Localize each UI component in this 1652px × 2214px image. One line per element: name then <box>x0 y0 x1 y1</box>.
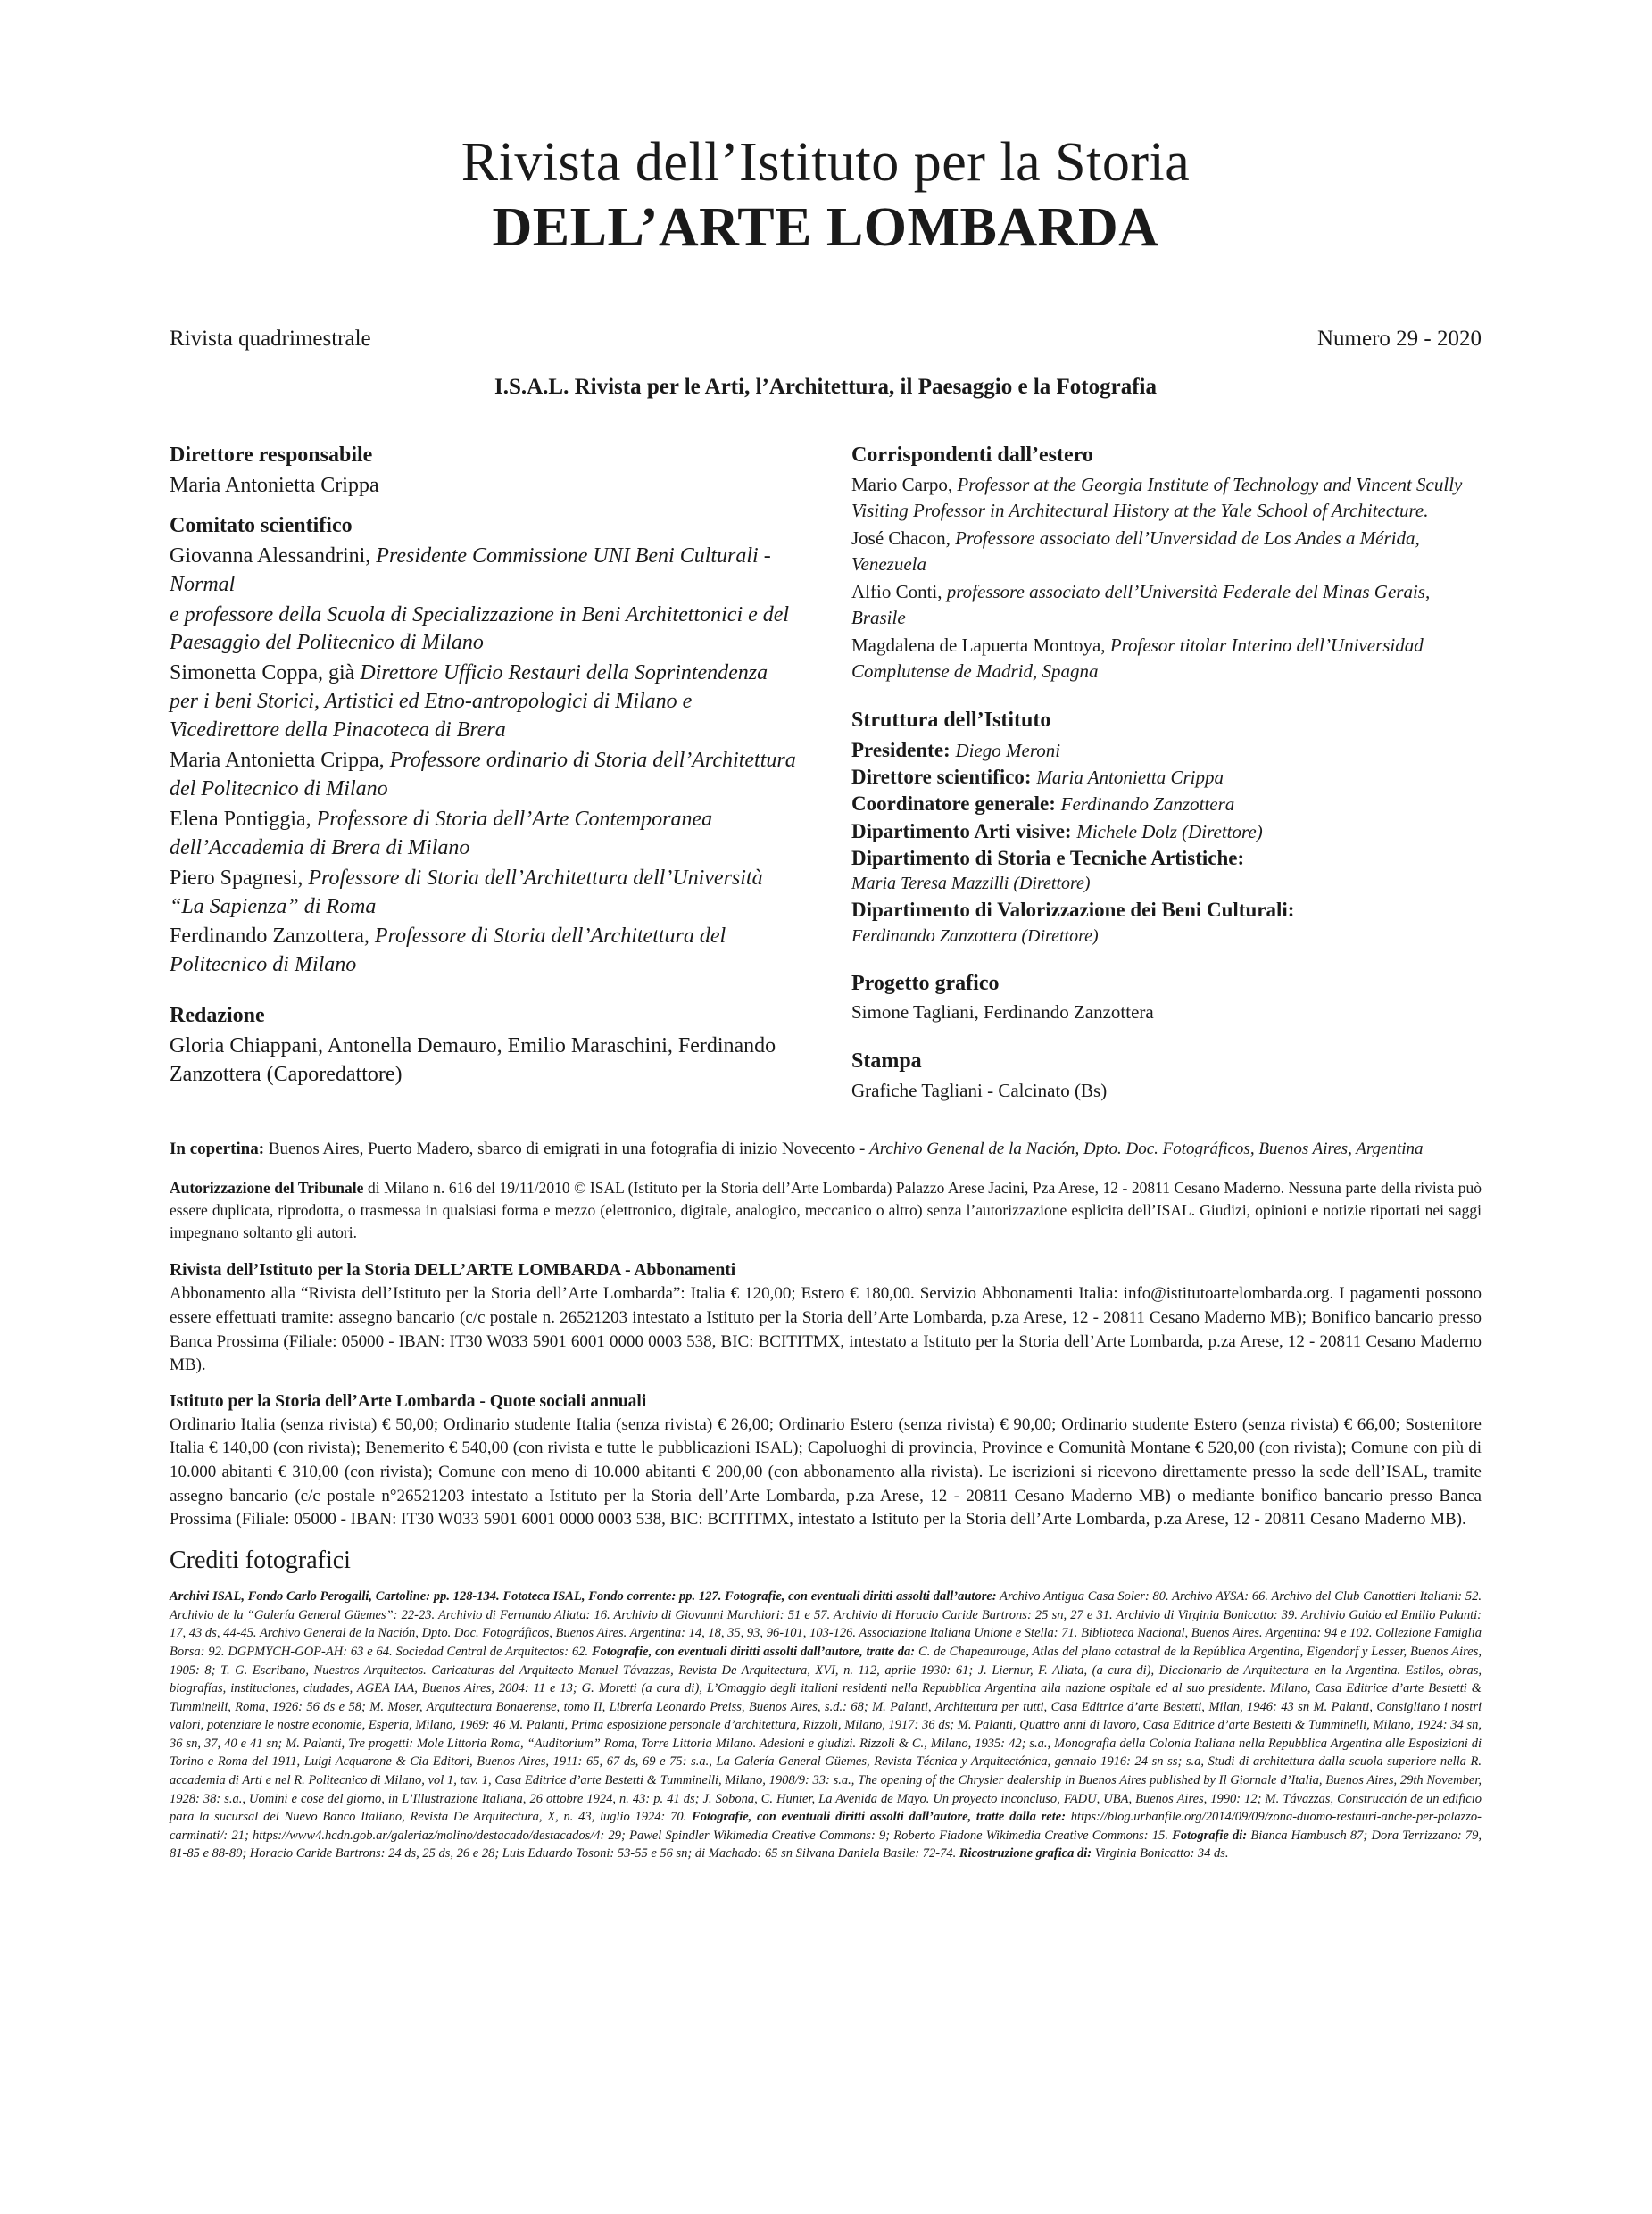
member-role: Presidente Commissione UNI Beni Culturali - Normal <box>170 543 771 596</box>
comitato-member-extra <box>170 601 800 659</box>
struttura-value: Ferdinando Zanzottera <box>1060 793 1235 816</box>
struttura-label: Dipartimento di Valorizzazione dei Beni Culturali: <box>851 899 1295 922</box>
struttura-row <box>851 845 1482 872</box>
heading-comitato-scientifico: Comitato scientifico <box>170 513 353 537</box>
masthead-title-line1: Rivista dell’Istituto per la Storia <box>461 132 1191 193</box>
masthead-title-line2: DELL’ARTE LOMBARDA <box>492 197 1159 259</box>
member-name: Giovanna Alessandrini, <box>170 543 377 568</box>
issue-number-label: Numero 29 - 2020 <box>1317 327 1482 352</box>
comitato-member <box>170 806 800 863</box>
struttura-label: Dipartimento Arti visive: <box>851 819 1072 842</box>
credits-segment-text-2: C. de Chapeaurouge, Atlas del plano catastral de la República Argentina, Eigendorf y Lesser, Buenos Aires, 1905: 8; T. G. Escribano, Nuestros Arquitectos. Caricaturas del Arquitecto Manuel Távazzas, Revista De Arquitectura, XVI, n. 112, aprile 1930: 61; J. Liernur, F. Aliata, (a cura di), Diccionario de Arquitectura en la Argentina. Estilos, obras, biografías, instituciones, ciudades, AGEA IAA, Buenos Aires, 2004: 11 e 13; G. Moretti (a cura di), L’Omaggio degli italiani residenti nella Repubblica Argentina alla nazione ospitale ed al suo presidente. Milano, Casa Editrice d’arte Bestetti & Tumminelli, Roma, 1926: 56 ds e 58; M. Moser, Arquitectura Bonaerense, tomo II, Librería Leonardo Preiss, Buenos Aires, s.d.: 68; M. Palanti, Architettura per tutti, Casa Editrice d’arte Bestetti, Milan, 1946: 43 sn M. Palanti, Consigliano i nostri valori, potenziare le nostre economie, Esperia, Milano, 1969: 46 M. Palanti, Prima esposizione personale d’architettura, Rizzoli, Milano, 1917: 36 ds; M. Palanti, Quattro anni di lavoro, Casa Editrice d’arte Bestetti & Tumminelli, Milano, 1924: 34 sn, 36 sn, 37, 40 e 41 sn; M. Palanti, Tre progetti: Mole Littoria Roma, “Auditorium” Roma, Torre Littoria Milano. Adesioni e giudizi. Rizzoli & C., Milano, 1935: 42; s.a., Monografia della Colonia Italiana nella Repubblica Argentina alle Esposizioni di Torino e Roma del 1911, Luigi Acquarone & Cia Editori, Buenos Aires, 1911: 65, 67 ds, 69 e 75: s.a., La Galería General Güemes, Revista Técnica y Arquitectónica, gennaio 1916: 24 sn ss; s.a, Studi di architettura dalla scuola superiore nella R. accademia di Arti e nel R. Politecnico di Milano, vol 1, tav. 1, Casa Editrice d’arte Bestetti & Tumminelli, Milano, 1908/9: 33: s.a., The opening of the Chrysler dealership in Buenos Aires published by Il Giornale d’Italia, Buenos Aires, 29th November, 1928: 38: s.a., Uomini e cose del giorno, in L’Illustrazione Italiana, 26 ottobre 1924, n. 43: p. 41 ds; J. Sobona, C. Hunter, La Avenida de Mayo. Un proyecto inconcluso, FADU, UBA, Buenos Aires, 1990: 12; M. Távazzas, Construcción de un edificio para la sucursal del Nuevo Banco Italiano, Revista De Arquitectura, X, n. 43, luglio 1924: 70. <box>170 1644 1482 1825</box>
page-content <box>170 134 1482 1876</box>
direttore-responsabile-name: Maria Antonietta Crippa <box>170 473 379 497</box>
cover-text: Buenos Aires, Puerto Madero, sbarco di emigrati in una fotografia di inizio Novecento - <box>264 1140 870 1159</box>
left-column <box>170 443 800 1107</box>
quote-sociali-body: Ordinario Italia (senza rivista) € 50,00; Ordinario studente Italia (senza rivista) € 26,00; Ordinario Estero (senza rivista) € 90,00; Ordinario studente Estero (senza rivista) € 66,00; Sostenitore Italia € 140,00 (con rivista); Benemerito € 540,00 (con rivista e tutte le pubblicazioni ISAL); Capoluoghi di provincia, Province e Comunità Montane € 520,00 (con rivista); Comune con più di 10.000 abitanti € 310,00 (con rivista); Comune con meno di 10.000 abitanti € 200,00 (con abbonamento alla rivista). Le iscrizioni si ricevono direttamente presso la sede dell’ISAL, tramite assegno bancario (c/c postale n°26521203 intestato a Istituto per la Storia dell’Arte Lombarda, p.za Arese, 12 - 20811 Cesano Maderno MB) o mediante bonifico bancario presso Banca Prossima (Filiale: 05000 - IBAN: IT30 W033 5901 6001 0000 0003 538, BIC: BCITITMX, intestato a Istituto per la Storia dell’Arte Lombarda, p.za Arese, 12 - 20811 Cesano Maderno MB). <box>170 1414 1482 1530</box>
corrispondente-name: Alfio Conti, <box>851 580 947 602</box>
heading-progetto-grafico: Progetto grafico <box>851 971 1000 995</box>
credits-segment-label-5: Ricostruzione grafica di: <box>959 1846 1092 1862</box>
struttura-value: Maria Antonietta Crippa <box>1036 766 1224 788</box>
corrispondente <box>851 633 1482 684</box>
authorization-text: di Milano n. 616 del 19/11/2010 © ISAL (Istituto per la Storia dell’Arte Lombarda) Palazzo Arese Jacini, Pza Arese, 12 - 20811 Cesano Maderno. Nessuna parte della rivista può essere duplicata, riprodotta, o trasmessa in qualsiasi forma e mezzo (elettronico, digitale, analogico, meccanico o altro) senza l’autorizzazione esplicita dell’ISAL. Giudizi, opinioni e notizie riportati nei saggi impegnano soltanto gli autori. <box>170 1178 1482 1241</box>
struttura-row <box>851 764 1482 791</box>
heading-redazione: Redazione <box>170 1004 265 1028</box>
credits-segment-label-4: Fotografie di: <box>1172 1828 1248 1843</box>
struttura-label: Direttore scientifico: <box>851 765 1032 788</box>
corrispondente <box>851 579 1482 631</box>
corrispondente-name: Mario Carpo, <box>851 473 958 495</box>
struttura-row <box>851 737 1482 764</box>
credits-segment-text-1: Archivo Antigua Casa Soler: 80. Archivo AYSA: 66. Archivo del Club Canottieri Italiani: 52. Archivio de la “Galería General Güemes”: 22-23. Archivio di Fernando Aliata: 16. Archivio di Giovanni Marchiori: 51 e 57. Archivio di Horacio Caride Bartrons: 25 sn, 27 e 31. Archivio di Virginia Bonicatto: 39. Archivio Guido ed Emilio Palanti: 17, 43 ds, 44-45. Archivo General de la Nación, Dpto. Doc. Fotográficos, Buenos Aires. Argentina: 14, 18, 35, 93, 96-101, 103-126. Associazione Italiana Unione e Stella: 71. Biblioteca Nacional, Buenos Aires. Argentina: 94 e 102. Collezione Famiglia Borsa: 92. DGPMYCH-GOP-AH: 63 e 64. Sociedad Central de Arquitectos: 62. <box>170 1589 1482 1659</box>
heading-stampa: Stampa <box>851 1049 922 1074</box>
member-name: Piero Spagnesi, <box>170 866 309 890</box>
corrispondente-role: professore associato dell’Università Federale del Minas Gerais, Brasile <box>851 580 1431 628</box>
struttura-row <box>851 791 1482 817</box>
progetto-grafico-body: Simone Tagliani, Ferdinando Zanzottera <box>851 1001 1154 1024</box>
member-role: Professore ordinario di Storia dell’Architettura del Politecnico di Milano <box>170 749 796 800</box>
corrispondente-role: Professore associato dell’Unversidad de Los Andes a Mérida, Venezuela <box>851 527 1420 575</box>
heading-abbonamenti: Rivista dell’Istituto per la Storia DELL’ARTE LOMBARDA - Abbonamenti <box>170 1261 736 1281</box>
member-role: Direttore Ufficio Restauri della Soprintendenza per i beni Storici, Artistici ed Etno-antropologici di Milano e Vicedirettore della Pinacoteca di Brera <box>170 661 768 742</box>
crediti-fotografici-body <box>170 1588 1482 1863</box>
corrispondente <box>851 526 1482 577</box>
comitato-member <box>170 923 800 980</box>
heading-crediti-fotografici: Crediti fotografici <box>170 1546 351 1574</box>
comitato-member <box>170 659 800 745</box>
credits-segment-text-3: https://blog.urbanfile.org/2014/09/09/zona-duomo-restauri-anche-per-palazzo-carminati/: 21; https://www4.hcdn.gob.ar/galeriaz/molino/destacado/destacados/4: 29; Pawel Spindler Wikimedia Creative Commons: 9; Roberto Fiadone Wikimedia Creative Commons: 15. <box>170 1810 1482 1843</box>
comitato-member <box>170 543 800 600</box>
member-name: Ferdinando Zanzottera, <box>170 925 375 949</box>
struttura-value: Michele Dolz (Direttore) <box>1076 820 1263 842</box>
authorization-label: Autorizzazione del Tribunale <box>170 1178 364 1197</box>
heading-struttura-istituto: Struttura dell’Istituto <box>851 708 1051 732</box>
cover-label: In copertina: <box>170 1140 265 1159</box>
journal-subtitle: I.S.A.L. Rivista per le Arti, l’Architettura, il Paesaggio e la Fotografia <box>494 375 1158 400</box>
struttura-label: Coordinatore generale: <box>851 792 1056 816</box>
heading-direttore-responsabile: Direttore responsabile <box>170 444 373 468</box>
member-name: Elena Pontiggia, <box>170 807 317 831</box>
corrispondente-role: Professor at the Georgia Institute of Technology and Vincent Scully Visiting Professor in Architectural History at the Yale School of Architecture. <box>851 473 1463 521</box>
credits-segment-text-4: Bianca Hambusch 87; Dora Terrizzano: 79, 81-85 e 88-89; Horacio Caride Bartrons: 24 ds, 25 ds, 26 e 28; Luis Eduardo Tosoni: 53-55 e 56 sn; di Machado: 65 sn Silvana Daniela Basile: 72-74. <box>170 1828 1482 1862</box>
right-column <box>851 443 1482 1107</box>
cover-credit-line <box>170 1138 1482 1161</box>
stampa-body: Grafiche Tagliani - Calcinato (Bs) <box>851 1080 1108 1102</box>
member-name: Maria Antonietta Crippa, <box>170 749 390 773</box>
periodicity-label: Rivista quadrimestrale <box>170 327 371 352</box>
member-extra: e professore della Scuola di Specializzazione in Beni Architettonici e del Paesaggio del Politecnico di Milano <box>170 602 790 655</box>
struttura-value: Ferdinando Zanzottera (Direttore) <box>851 925 1099 946</box>
authorization-paragraph <box>170 1177 1482 1244</box>
corrispondente-role: Profesor titolar Interino dell’Universidad Complutense de Madrid, Spagna <box>851 634 1424 682</box>
credits-segment-label-2: Fotografie, con eventuali diritti assolti dall’autore, tratte da: <box>591 1644 916 1659</box>
corrispondente <box>851 472 1482 524</box>
credits-segment-label-1: Fotografie, con eventuali diritti assolti dall’autore: <box>725 1589 997 1605</box>
colophon-bottom <box>170 1138 1482 1863</box>
issue-meta-row <box>170 327 1482 352</box>
member-role: Professore di Storia dell’Arte Contemporanea dell’Accademia di Brera di Milano <box>170 807 713 859</box>
member-role: Professore di Storia dell’Architettura del Politecnico di Milano <box>170 925 726 977</box>
member-name: Simonetta Coppa, già <box>170 661 361 685</box>
struttura-row <box>851 897 1482 924</box>
struttura-value: Maria Teresa Mazzilli (Direttore) <box>851 874 1091 894</box>
credits-segment-archivi: Archivi ISAL, Fondo Carlo Perogalli, Cartoline: pp. 128-134. <box>170 1589 503 1605</box>
struttura-label: Presidente: <box>851 738 951 761</box>
struttura-value: Diego Meroni <box>955 739 1061 761</box>
credits-segment-fototeca: Fototeca ISAL, Fondo corrente: pp. 127. <box>502 1589 726 1605</box>
comitato-member <box>170 865 800 922</box>
heading-corrispondenti-estero: Corrispondenti dall’estero <box>851 444 1093 468</box>
redazione-members: Gloria Chiappani, Antonella Demauro, Emilio Maraschini, Ferdinando Zanzottera (Caporedattore) <box>170 1034 776 1086</box>
struttura-label: Dipartimento di Storia e Tecniche Artistiche: <box>851 846 1245 869</box>
editorial-columns <box>170 443 1482 1107</box>
corrispondente-name: Magdalena de Lapuerta Montoya, <box>851 634 1110 656</box>
heading-quote-sociali: Istituto per la Storia dell’Arte Lombarda - Quote sociali annuali <box>170 1391 647 1411</box>
struttura-row <box>851 818 1482 845</box>
abbonamenti-body: Abbonamento alla “Rivista dell’Istituto per la Storia dell’Arte Lombarda”: Italia € 120,00; Estero € 180,00. Servizio Abbonamenti Italia: info@istitutoartelombarda.org. I pagamenti possono essere effettuati tramite: assegno bancario (c/c postale n. 26521203 intestato a Istituto per la Storia dell’Arte Lombarda, p.za Arese, 12 - 20811 Cesano Maderno MB); Bonifico bancario presso Banca Prossima (Filiale: 05000 - IBAN: IT30 W033 5901 6001 0000 0003 538, BIC: BCITITMX, intestato a Istituto per la Storia dell’Arte Lombarda, p.za Arese, 12 - 20811 Cesano Maderno MB). <box>170 1284 1482 1375</box>
comitato-member <box>170 747 800 804</box>
credits-segment-label-3: Fotografie, con eventuali diritti assolti dall’autore, tratte dalla rete: <box>692 1810 1067 1825</box>
credits-segment-text-5: Virginia Bonicatto: 34 ds. <box>1092 1846 1229 1862</box>
cover-credit: Archivo Genenal de la Nación, Dpto. Doc. Fotográficos, Buenos Aires, Argentina <box>869 1140 1424 1159</box>
corrispondente-name: José Chacon, <box>851 527 956 549</box>
member-role: Professore di Storia dell’Architettura dell’Università “La Sapienza” di Roma <box>170 866 763 918</box>
